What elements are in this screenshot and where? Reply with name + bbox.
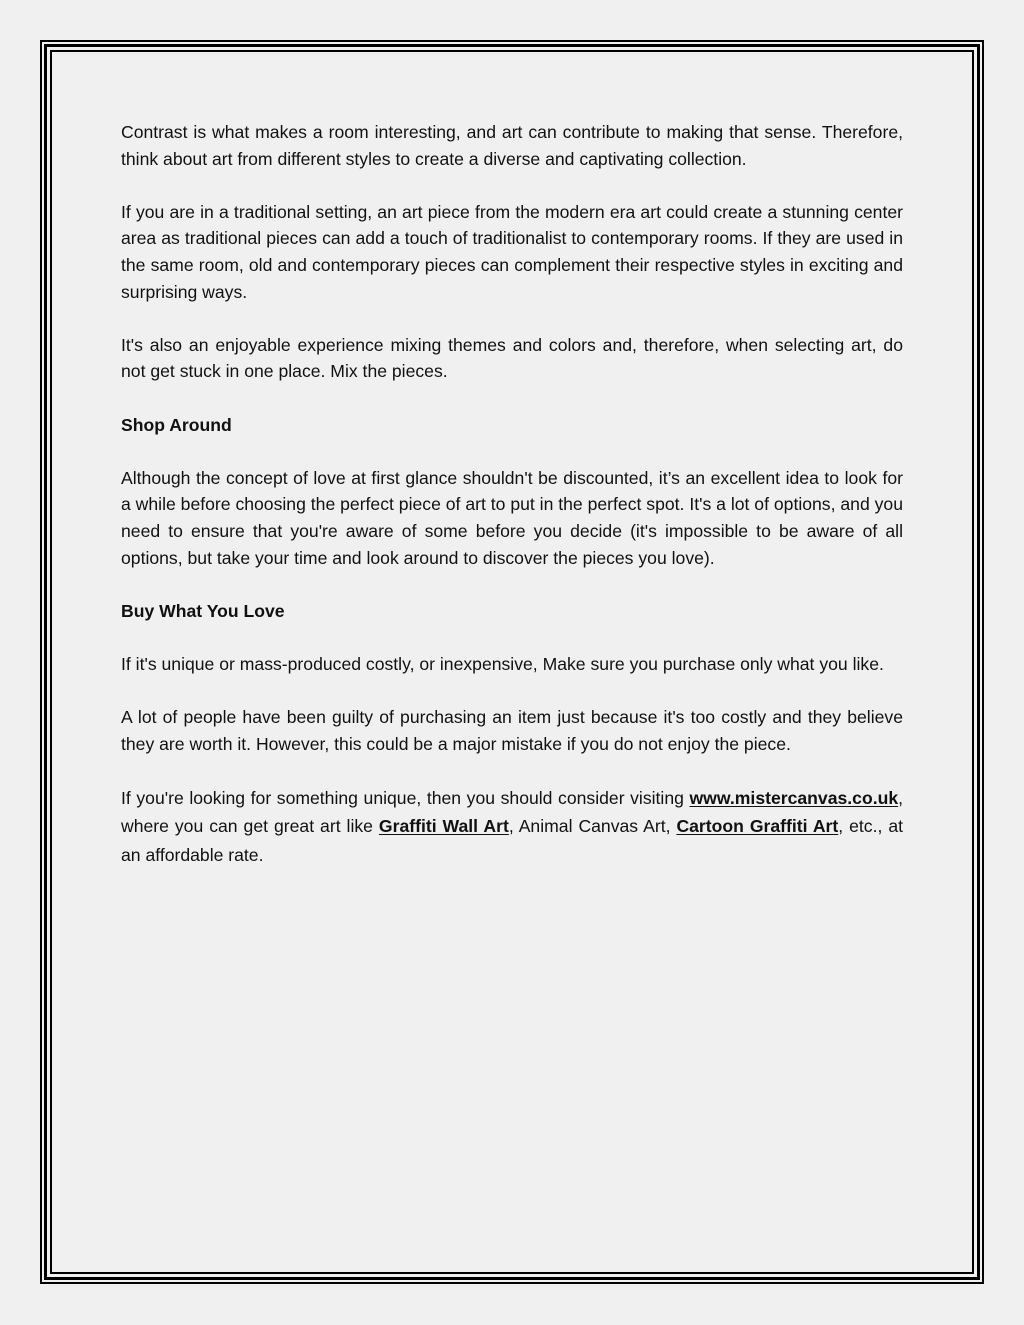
paragraph-visit-site — [121, 784, 903, 870]
link-graffiti-wall-art[interactable]: Graffiti Wall Art — [378, 816, 509, 837]
link-cartoon-graffiti-art[interactable]: Cartoon Graffiti Art — [676, 816, 839, 837]
paragraph-contrast: Contrast is what makes a room interesting, and art can contribute to making that sense. Therefore, think about art from different styles to create a diverse and captivating collection. — [121, 122, 903, 169]
paragraph-love-at-first-glance: Although the concept of love at first glance shouldn't be discounted, it’s an excellent idea to look for a while before choosing the perfect piece of art to put in the perfect spot. It's a lot of options, and you need to ensure that you're aware of some before you decide (it's impossible to be aware of all options, but take your time and look around to discover the pieces you love). — [121, 467, 903, 568]
paragraph-traditional-setting: If you are in a traditional setting, an art piece from the modern era art could create a stunning center area as traditional pieces can add a touch of traditionalist to contemporary rooms. If they are used in the same room, old and contemporary pieces can complement their respective styles in exciting and surprising ways. — [121, 201, 903, 302]
heading-buy-what-you-love: Buy What You Love — [121, 600, 285, 621]
visit-text-4: , etc., at an affordable rate. — [121, 816, 903, 865]
heading-shop-around: Shop Around — [121, 414, 232, 435]
link-mistercanvas[interactable]: www.mistercanvas.co.uk — [689, 787, 899, 808]
paragraph-mixing-themes: It's also an enjoyable experience mixing themes and colors and, therefore, when selecting art, do not get stuck in one place. Mix the pieces. — [121, 334, 903, 382]
visit-text-2: , where you can get great art like — [121, 787, 903, 837]
paragraph-unique-or-mass-produced: If it's unique or mass-produced costly, or inexpensive, Make sure you purchase only what you like. — [121, 653, 884, 674]
document-body — [121, 119, 903, 896]
visit-text-3: , Animal Canvas Art, — [508, 816, 677, 837]
visit-text-1: If you're looking for something unique, then you should consider visiting — [121, 787, 690, 808]
paragraph-guilty-of-purchasing: A lot of people have been guilty of purchasing an item just because it's too costly and they believe they are worth it. However, this could be a major mistake if you do not enjoy the piece. — [121, 707, 903, 754]
